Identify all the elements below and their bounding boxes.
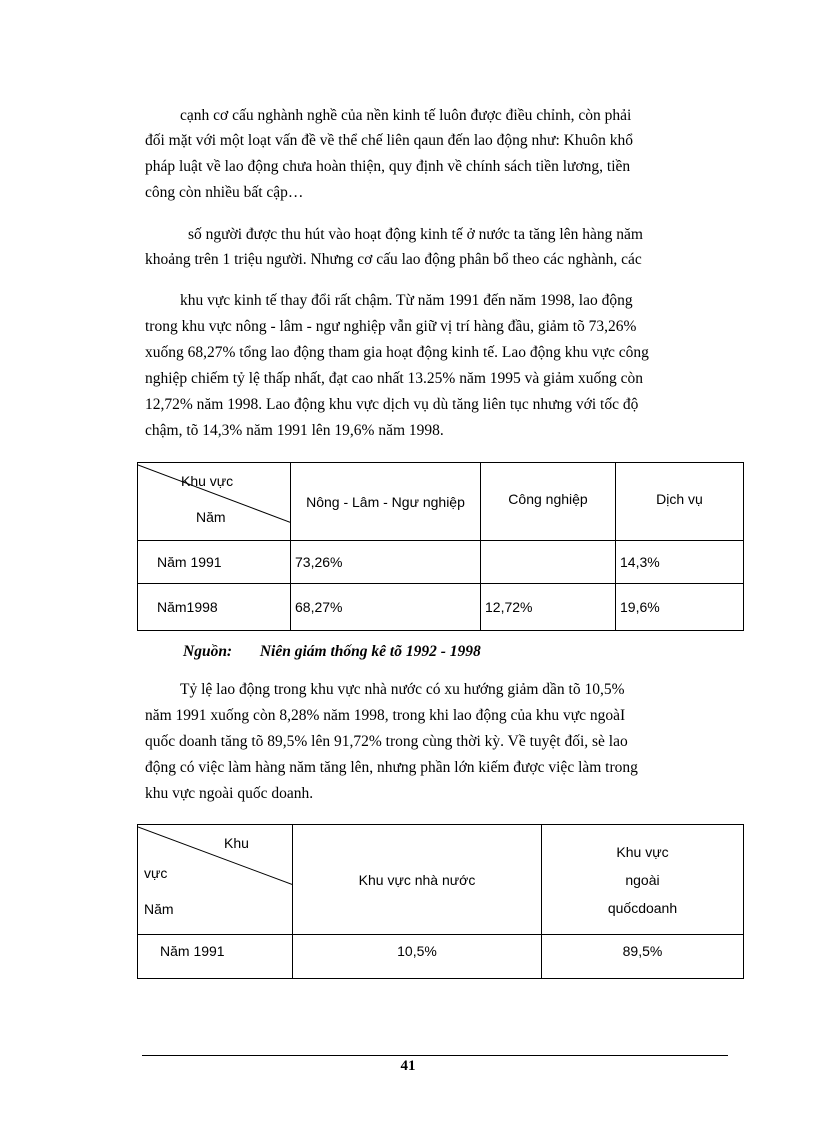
table-header: Khu vực ngoài quốcdoanh bbox=[542, 825, 744, 935]
text-line: chậm, tõ 14,3% năm 1991 lên 19,6% năm 1998. bbox=[145, 422, 444, 439]
labor-sector-table bbox=[137, 462, 744, 631]
table-cell: 68,27% bbox=[291, 584, 481, 631]
table-cell-year: Năm1998 bbox=[138, 584, 291, 631]
source-text: Niên giám thống kê tõ 1992 - 1998 bbox=[259, 643, 481, 660]
table-header: Công nghiệp bbox=[481, 463, 616, 541]
table-cell: 19,6% bbox=[616, 584, 744, 631]
table-cell: 14,3% bbox=[616, 541, 744, 584]
text-line: trong khu vực nông - lâm - ngư nghiệp vẫn giữ vị trí hàng đầu, giảm tõ 73,26% bbox=[145, 318, 637, 335]
footer-rule bbox=[142, 1055, 728, 1056]
text-line: quốc doanh tăng tõ 89,5% lên 91,72% trong cùng thời kỳ. Về tuyệt đối, sè lao bbox=[145, 733, 628, 750]
table-header: Nông - Lâm - Ngư nghiệp bbox=[291, 463, 481, 541]
text-line: khoảng trên 1 triệu người. Nhưng cơ cấu lao động phân bổ theo các nghành, các bbox=[145, 251, 642, 268]
page-number: 41 bbox=[400, 1058, 416, 1074]
table-row bbox=[138, 584, 744, 631]
table-cell-year: Năm 1991 bbox=[138, 935, 293, 979]
text-line: pháp luật về lao động chưa hoàn thiện, quy định về chính sách tiền lương, tiền bbox=[145, 158, 631, 175]
text-line: năm 1991 xuống còn 8,28% năm 1998, trong khi lao động của khu vực ngoàI bbox=[145, 707, 626, 724]
table-cell: 10,5% bbox=[293, 935, 542, 979]
table-row bbox=[138, 541, 744, 584]
source-label: Nguồn: bbox=[183, 643, 233, 660]
text-line: xuống 68,27% tổng lao động tham gia hoạt động kinh tế. Lao động khu vực công bbox=[145, 344, 649, 361]
text-line: khu vực kinh tế thay đổi rất chậm. Từ năm 1991 đến năm 1998, lao động bbox=[180, 292, 633, 309]
text-line: đối mặt với một loạt vấn đề về thể chế liên qaun đến lao động như: Khuôn khổ bbox=[145, 132, 633, 149]
corner-label-year: Năm bbox=[196, 509, 226, 525]
text-line: động có việc làm hàng năm tăng lên, nhưng phần lớn kiếm được việc làm trong bbox=[145, 759, 638, 776]
table-cell bbox=[481, 541, 616, 584]
table-cell-year: Năm 1991 bbox=[138, 541, 291, 584]
text-line: cạnh cơ cấu nghành nghề của nền kinh tế luôn được điều chỉnh, còn phải bbox=[180, 107, 632, 124]
text-line: khu vực ngoài quốc doanh. bbox=[145, 785, 314, 802]
table-header: Dịch vụ bbox=[616, 463, 744, 541]
text-line: Tỷ lệ lao động trong khu vực nhà nước có xu hướng giảm dần tõ 10,5% bbox=[180, 681, 625, 698]
corner-label-sector-cont: vực bbox=[144, 865, 168, 881]
table-cell: 89,5% bbox=[542, 935, 744, 979]
corner-label-sector: Khu vực bbox=[181, 473, 234, 489]
table-row bbox=[138, 935, 744, 979]
table-header: Khu vực nhà nước bbox=[293, 825, 542, 935]
table-cell: 73,26% bbox=[291, 541, 481, 584]
text-line: số người được thu hút vào hoạt động kinh tế ở nước ta tăng lên hàng năm bbox=[188, 226, 643, 243]
text-line: 12,72% năm 1998. Lao động khu vực dịch vụ dù tăng liên tục nhưng với tốc độ bbox=[145, 396, 639, 413]
table-cell: 12,72% bbox=[481, 584, 616, 631]
text-line: nghiệp chiếm tỷ lệ thấp nhất, đạt cao nhất 13.25% năm 1995 và giảm xuống còn bbox=[145, 370, 644, 387]
table-corner-cell bbox=[138, 825, 293, 935]
text-line: công còn nhiều bất cập… bbox=[145, 184, 304, 201]
corner-label-year: Năm bbox=[144, 901, 174, 917]
labor-ownership-table bbox=[137, 824, 744, 979]
table-corner-cell bbox=[138, 463, 291, 541]
corner-label-sector: Khu bbox=[224, 835, 249, 851]
table-source bbox=[183, 643, 481, 661]
